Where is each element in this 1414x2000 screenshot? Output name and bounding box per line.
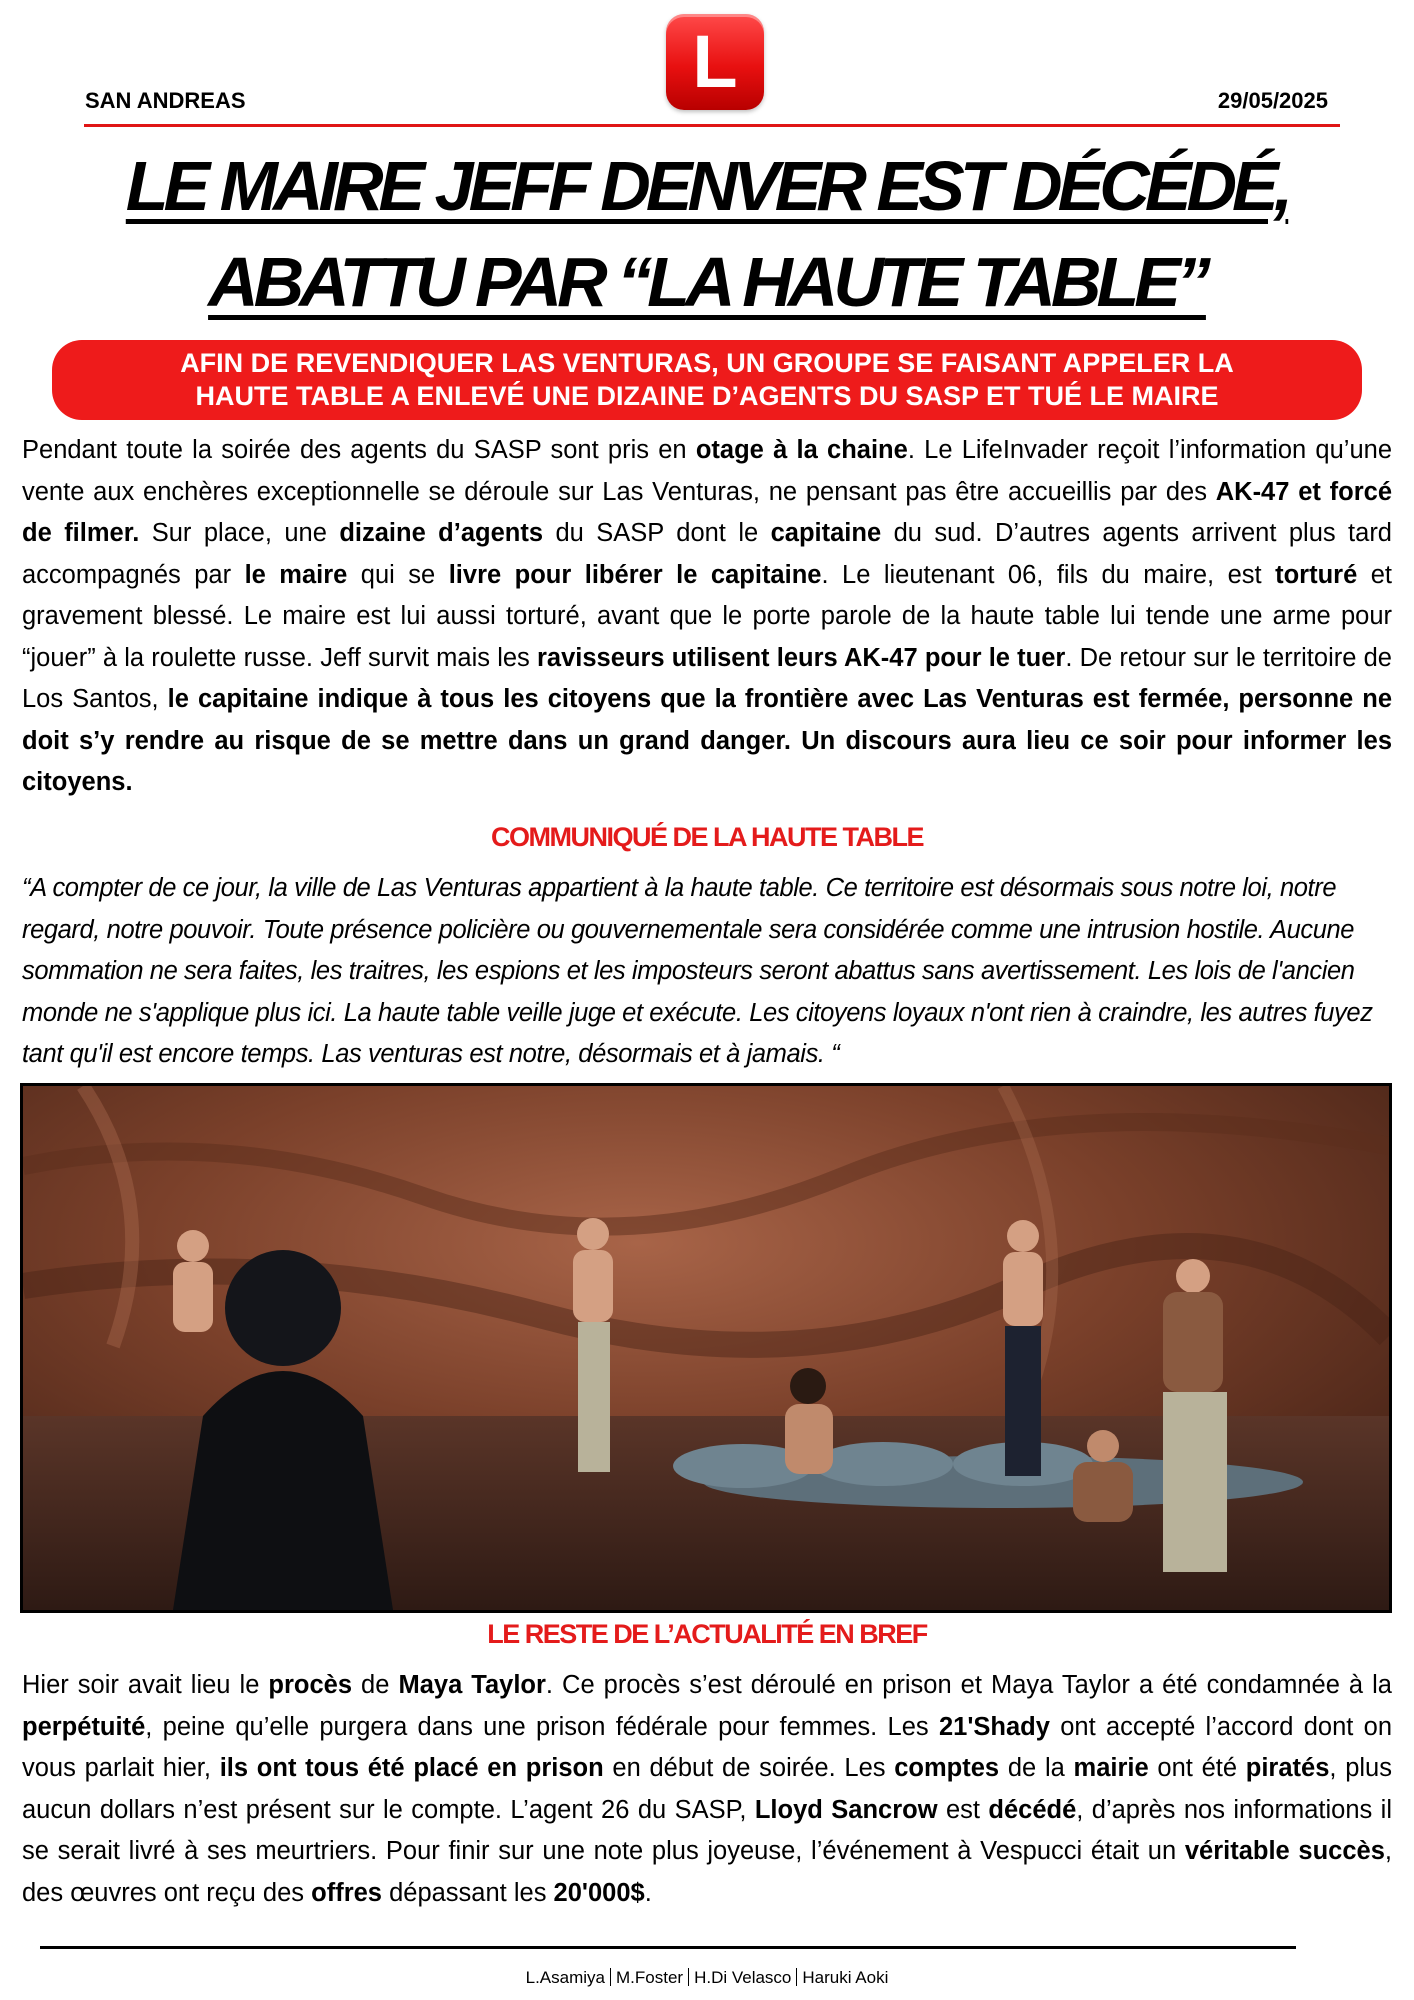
- communique-quote: “A compter de ce jour, la ville de Las Venturas appartient à la haute table. Ce territoire est désormais sous notre loi, notre regard, notre pouvoir. Toute présence policière ou gouvernementale sera considérée comme une intrusion hostile. Aucune sommation ne sera faites, les traitres, les espions et les imposteurs seront abattus sans avertissement. Les lois de l'ancien monde ne s'applique plus ici. La haute table veille juge et exécute. Les citoyens loyaux n'ont rien à craindre, les autres fuyez tant qu'il est encore temps. Las venturas est notre, désormais et à jamais. “: [22, 874, 1373, 1068]
- footer-divider: [40, 1946, 1296, 1949]
- author-credits: [0, 1968, 1414, 1988]
- date-label: 29/05/2025: [1217, 88, 1328, 113]
- communique-title: COMMUNIQUÉ DE LA HAUTE TABLE: [491, 822, 923, 852]
- brief-title: LE RESTE DE L’ACTUALITÉ EN BREF: [487, 1619, 927, 1649]
- lifeinvader-logo-icon: [666, 14, 764, 110]
- credit-author: L.Asamiya: [525, 1968, 605, 1987]
- credit-author: Haruki Aoki: [802, 1968, 889, 1987]
- credit-author: M.Foster: [616, 1968, 684, 1987]
- credit-separator: [796, 1968, 797, 1986]
- hostage-scene-illustration: [23, 1086, 1389, 1610]
- credit-separator: [610, 1968, 611, 1986]
- article-photo: [20, 1083, 1392, 1613]
- subheadline-line-1: AFIN DE REVENDIQUER LAS VENTURAS, UN GROUPE SE FAISANT APPELER LA: [180, 348, 1234, 378]
- credit-author: H.Di Velasco: [694, 1968, 792, 1987]
- headline-line-1: LE MAIRE JEFF DENVER EST DÉCÉDÉ,: [125, 147, 1289, 225]
- brief-article-text: Hier soir avait lieu le procès de Maya Taylor. Ce procès s’est déroulé en prison et Maya Taylor a été condamnée à la perpétuité, peine qu’elle purgera dans une prison fédérale pour femmes. Les 21'Shady ont accepté l’accord dont on vous parlait hier, ils ont tous été placé en prison en début de soirée. Les comptes de la mairie ont été piratés, plus aucun dollars n’est présent sur le compte. L’agent 26 du SASP, Lloyd Sancrow est décédé, d’après nos informations il se serait livré à ses meurtriers. Pour finir sur une note plus joyeuse, l’événement à Vespucci était un véritable succès, des œuvres ont reçu des offres dépassant les 20'000$.: [22, 1671, 1393, 1907]
- credit-separator: [688, 1968, 689, 1986]
- subheadline-line-2: HAUTE TABLE A ENLEVÉ UNE DIZAINE D’AGENTS DU SASP ET TUÉ LE MAIRE: [195, 381, 1219, 411]
- main-article-text: Pendant toute la soirée des agents du SASP sont pris en otage à la chaine. Le LifeInvader reçoit l’information qu’une vente aux enchères exceptionnelle se déroule sur Las Venturas, ne pensant pas être accueillis par des AK-47 et forcé de filmer. Sur place, une dizaine d’agents du SASP dont le capitaine du sud. D’autres agents arrivent plus tard accompagnés par le maire qui se livre pour libérer le capitaine. Le lieutenant 06, fils du maire, est torturé et gravement blessé. Le maire est lui aussi torturé, avant que le porte parole de la haute table lui tende une arme pour “jouer” à la roulette russe. Jeff survit mais les ravisseurs utilisent leurs AK-47 pour le tuer. De retour sur le territoire de Los Santos, le capitaine indique à tous les citoyens que la frontière avec Las Venturas est fermée, personne ne doit s’y rendre au risque de se mettre dans un grand danger. Un discours aura lieu ce soir pour informer les citoyens.: [22, 436, 1393, 796]
- logo-letter: L: [692, 20, 738, 103]
- subheadline-banner: [52, 340, 1362, 420]
- headline: [40, 138, 1374, 330]
- location-label: SAN ANDREAS: [85, 88, 246, 113]
- header-divider: [84, 124, 1340, 127]
- headline-line-2: ABATTU PAR “LA HAUTE TABLE”: [208, 243, 1206, 321]
